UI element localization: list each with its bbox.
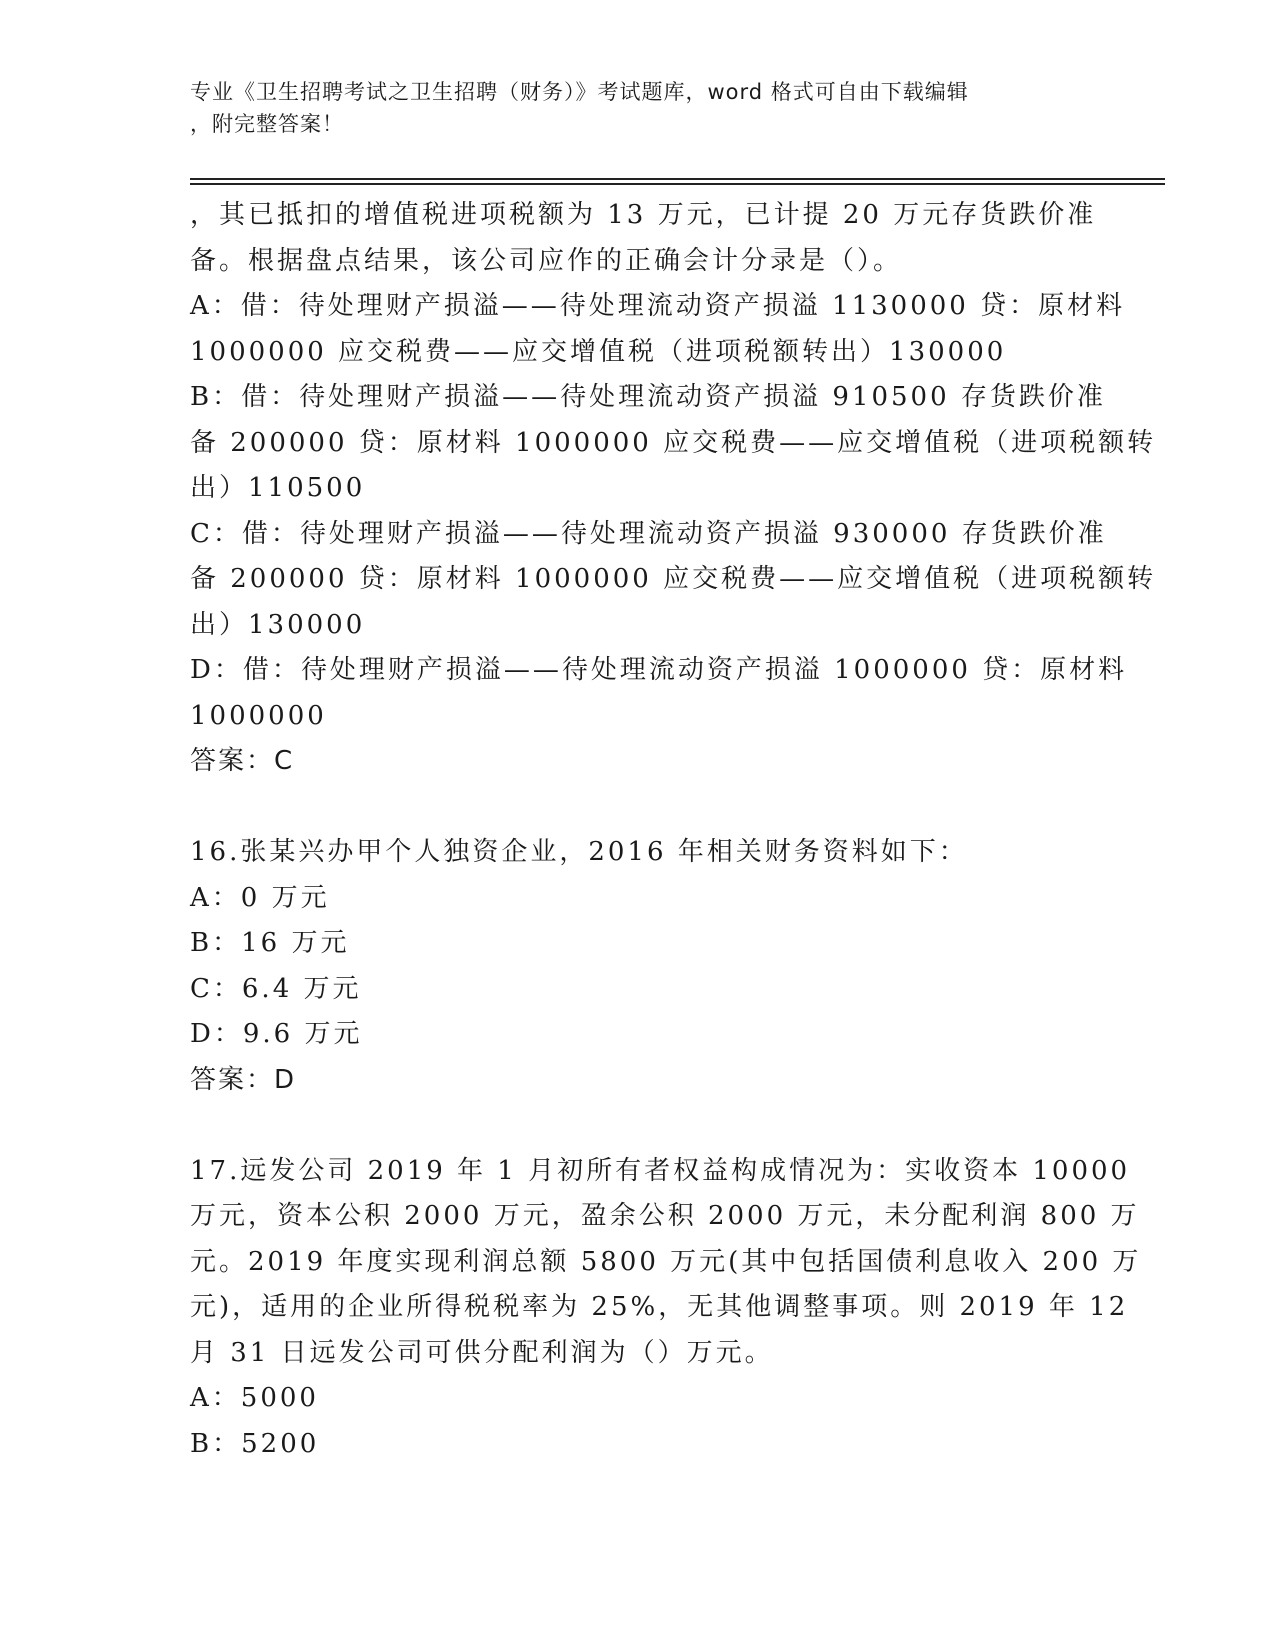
- answer-label: 答案：D: [190, 1064, 297, 1095]
- option-d: [190, 648, 1128, 739]
- question-stem-line: ，其已抵扣的增值税进项税额为 13 万元，已计提 20 万元存货跌价准: [190, 200, 1097, 230]
- question-stem-line: 万元，资本公积 2000 万元，盈余公积 2000 万元，未分配利润 800 万: [190, 1201, 1140, 1231]
- spacer: [190, 785, 1090, 831]
- option-line: 出）110500: [190, 473, 366, 503]
- option-line: B：借：待处理财产损溢——待处理流动资产损溢 910500 存货跌价准: [190, 382, 1106, 412]
- option-line: D：借：待处理财产损溢——待处理流动资产损溢 1000000 贷：原材料: [190, 655, 1128, 685]
- header-title-line-1: 专业《卫生招聘考试之卫生招聘（财务）》考试题库，word 格式可自由下载编辑: [190, 80, 969, 104]
- question-stem-line: 月 31 日远发公司可供分配利润为（）万元。: [190, 1337, 774, 1368]
- option-c: [190, 512, 1157, 649]
- header-divider-top: [190, 178, 1165, 180]
- question-stem-line: 17.远发公司 2019 年 1 月初所有者权益构成情况为：实收资本 10000: [190, 1155, 1131, 1186]
- question-stem-line: 元)，适用的企业所得税税率为 25%，无其他调整事项。则 2019 年 12: [190, 1292, 1129, 1322]
- option-line: C：借：待处理财产损溢——待处理流动资产损溢 930000 存货跌价准: [190, 518, 1107, 549]
- header-divider-bottom: [190, 183, 1165, 185]
- option-c: C：6.4 万元: [190, 973, 362, 1004]
- option-a: A：0 万元: [190, 882, 330, 913]
- question-17: [190, 1149, 1142, 1468]
- option-line: 1000000 应交税费——应交增值税（进项税额转出）130000: [190, 336, 1007, 367]
- option-b: B：16 万元: [190, 928, 350, 958]
- option-b: [190, 375, 1157, 512]
- answer-label: 答案：C: [190, 746, 295, 776]
- question-15: [190, 193, 1157, 785]
- option-line: 备 200000 贷：原材料 1000000 应交税费——应交增值税（进项税额转: [190, 427, 1157, 458]
- document-header: [190, 76, 1090, 140]
- spacer: [190, 1103, 1090, 1149]
- header-title-line-2: ，附完整答案！: [190, 112, 344, 136]
- option-d: D：9.6 万元: [190, 1019, 363, 1049]
- question-16: [190, 830, 1090, 1103]
- question-content: [190, 193, 1157, 1467]
- option-a: A：5000: [190, 1383, 319, 1413]
- option-line: 出）130000: [190, 609, 366, 640]
- option-line: A：借：待处理财产损溢——待处理流动资产损溢 1130000 贷：原材料: [190, 291, 1126, 321]
- question-stem-line: 元。2019 年度实现利润总额 5800 万元(其中包括国债利息收入 200 万: [190, 1246, 1142, 1277]
- option-line: 备 200000 贷：原材料 1000000 应交税费——应交增值税（进项税额转: [190, 564, 1157, 594]
- question-stem-line: 备。根据盘点结果，该公司应作的正确会计分录是（）。: [190, 245, 903, 276]
- option-b: B：5200: [190, 1428, 320, 1459]
- option-a: [190, 284, 1126, 375]
- question-stem-line: 16.张某兴办甲个人独资企业，2016 年相关财务资料如下：: [190, 837, 968, 867]
- option-line: 1000000: [190, 700, 327, 731]
